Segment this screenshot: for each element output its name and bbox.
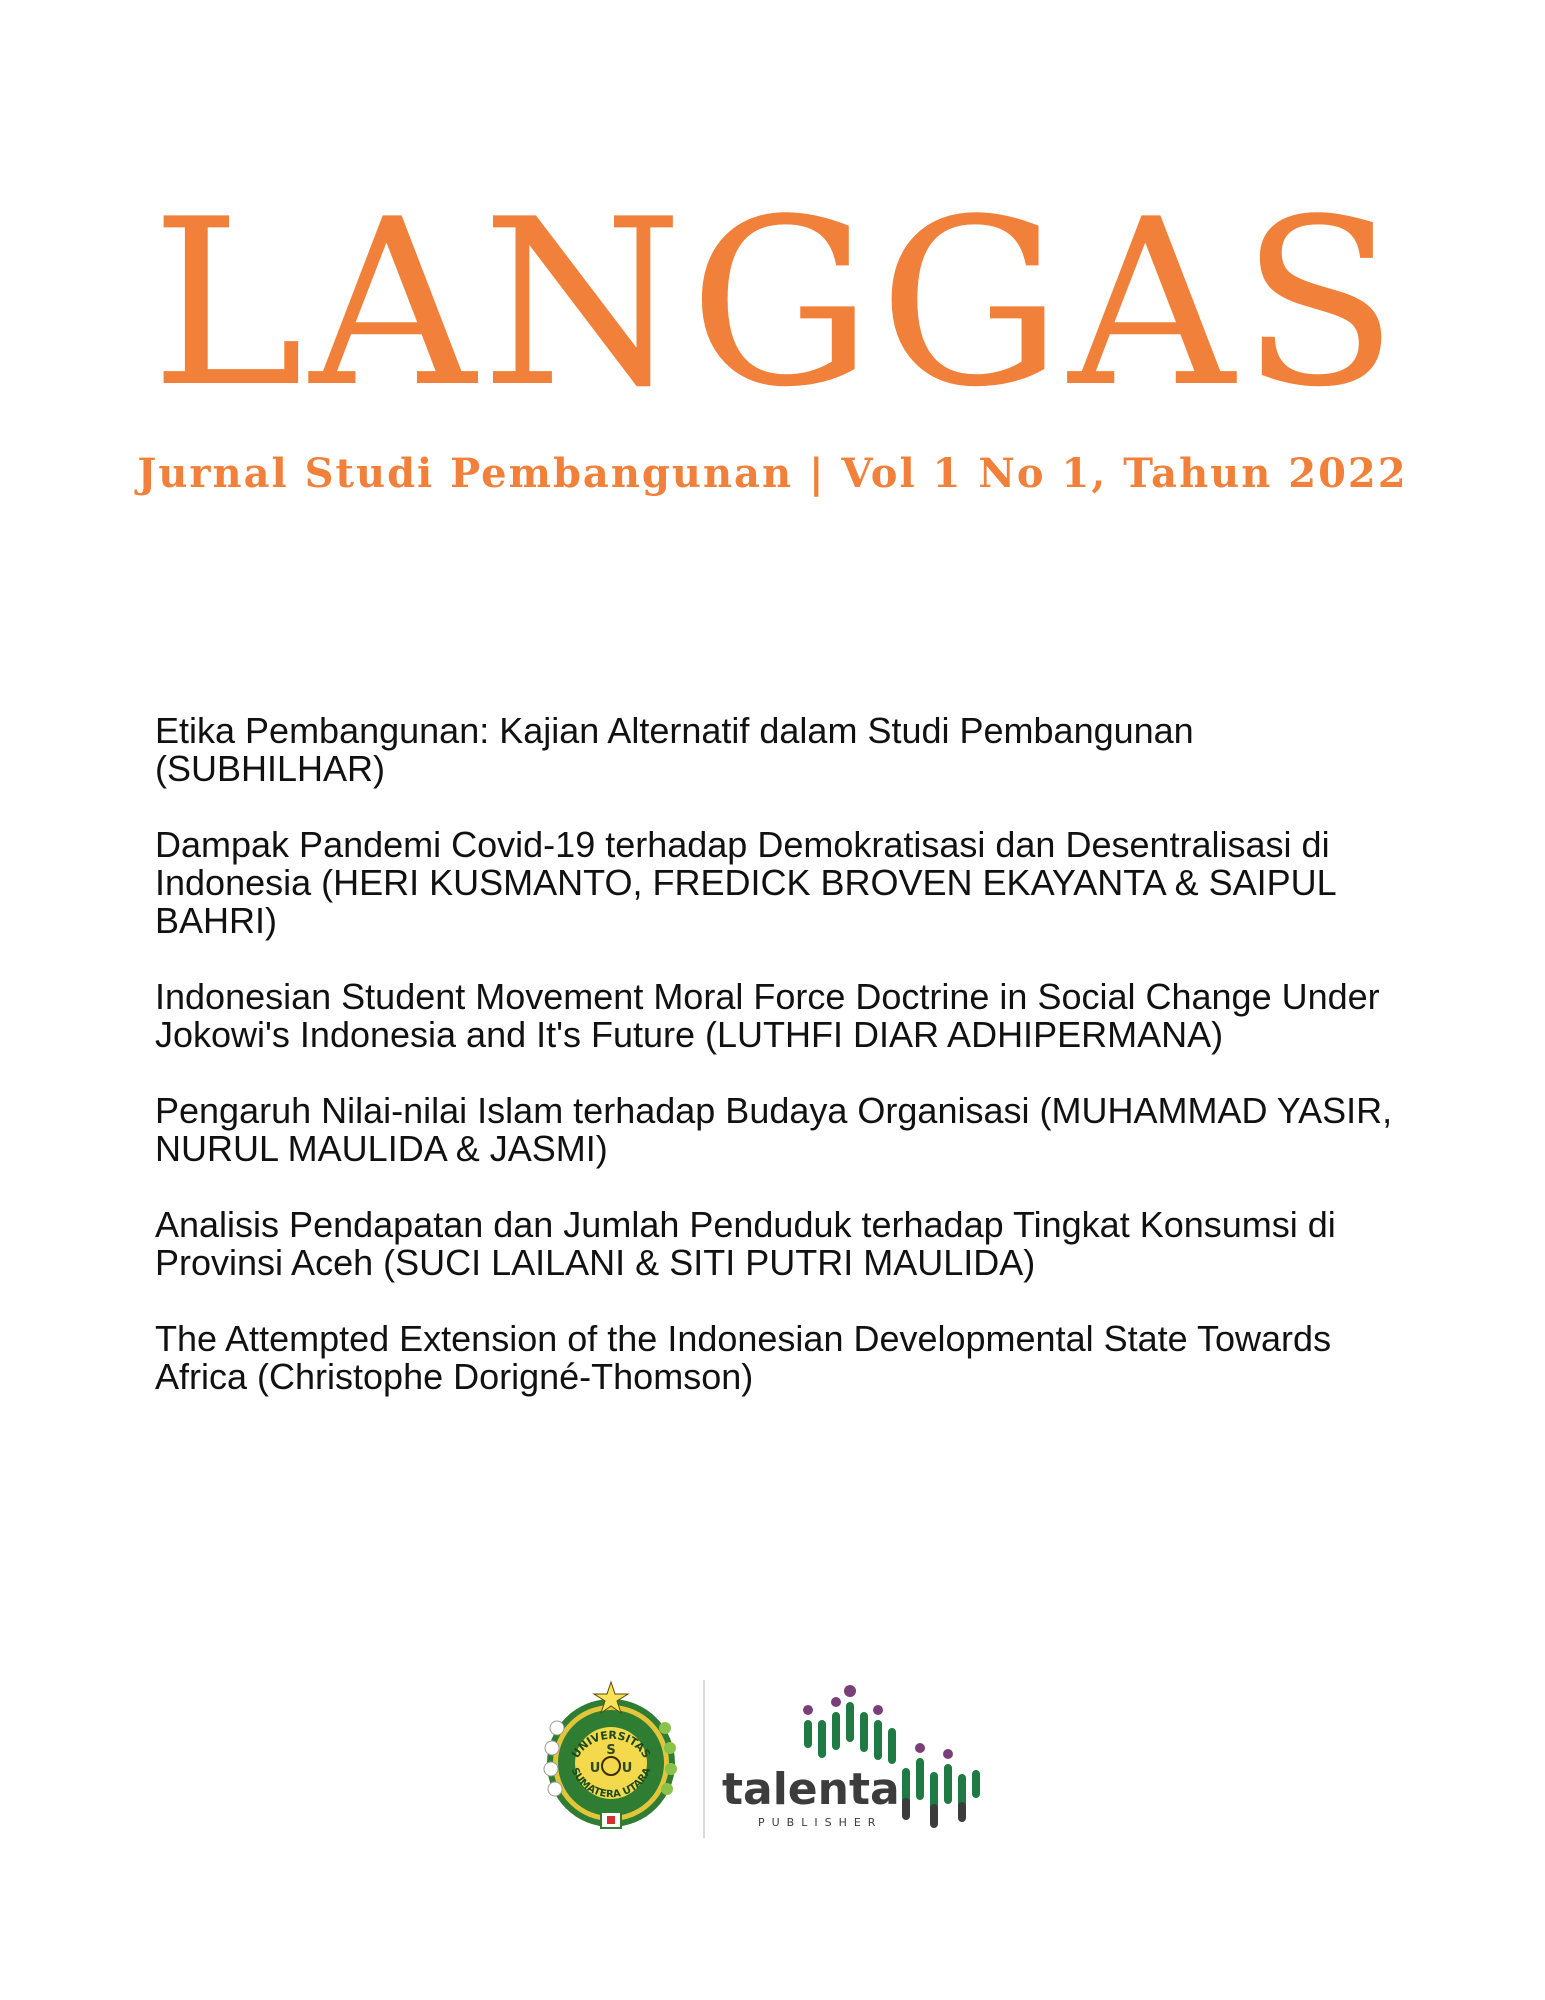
journal-title: LANGGAS — [150, 171, 1405, 438]
talenta-publisher-logo — [718, 1676, 1008, 1836]
seal-letter: S — [606, 1743, 616, 1758]
article-entry: Analisis Pendapatan dan Jumlah Penduduk terhadap Tingkat Konsumsi di Provinsi Aceh (SUCI LAILANI & SITI PUTRI MAULIDA) — [155, 1204, 1336, 1283]
seal-letter: U — [589, 1761, 601, 1776]
table-of-contents — [155, 712, 1395, 1434]
article-entry: The Attempted Extension of the Indonesian Developmental State Towards Africa (Christophe Dorigné-Thomson) — [155, 1318, 1332, 1397]
masthead — [0, 171, 1545, 497]
talenta-tagline: PUBLISHER — [758, 1816, 883, 1829]
university-seal-icon — [541, 1676, 681, 1838]
article-entry: Pengaruh Nilai-nilai Islam terhadap Budaya Organisasi (MUHAMMAD YASIR, NURUL MAULIDA & JASMI) — [155, 1090, 1393, 1169]
article-entry: Etika Pembangunan: Kajian Alternatif dalam Studi Pembangunan (SUBHILHAR) — [155, 710, 1194, 789]
talenta-wordmark: talenta — [722, 1764, 900, 1815]
logo-divider — [703, 1680, 705, 1838]
article-entry: Dampak Pandemi Covid-19 terhadap Demokratisasi dan Desentralisasi di Indonesia (HERI KUSMANTO, FREDICK BROVEN EKAYANTA & SAIPUL BAHRI) — [155, 824, 1336, 941]
seal-letter: U — [621, 1761, 633, 1776]
publisher-logos — [0, 1676, 1545, 1846]
seal-ring-text-bottom: SUMATERA UTARA — [568, 1766, 654, 1801]
seal-ring-text-top: UNIVERSITAS — [568, 1728, 654, 1761]
article-entry: Indonesian Student Movement Moral Force Doctrine in Social Change Under Jokowi's Indonesia and It's Future (LUTHFI DIAR ADHIPERMANA) — [155, 976, 1380, 1055]
journal-subtitle: Jurnal Studi Pembangunan | Vol 1 No 1, Tahun 2022 — [137, 450, 1408, 497]
